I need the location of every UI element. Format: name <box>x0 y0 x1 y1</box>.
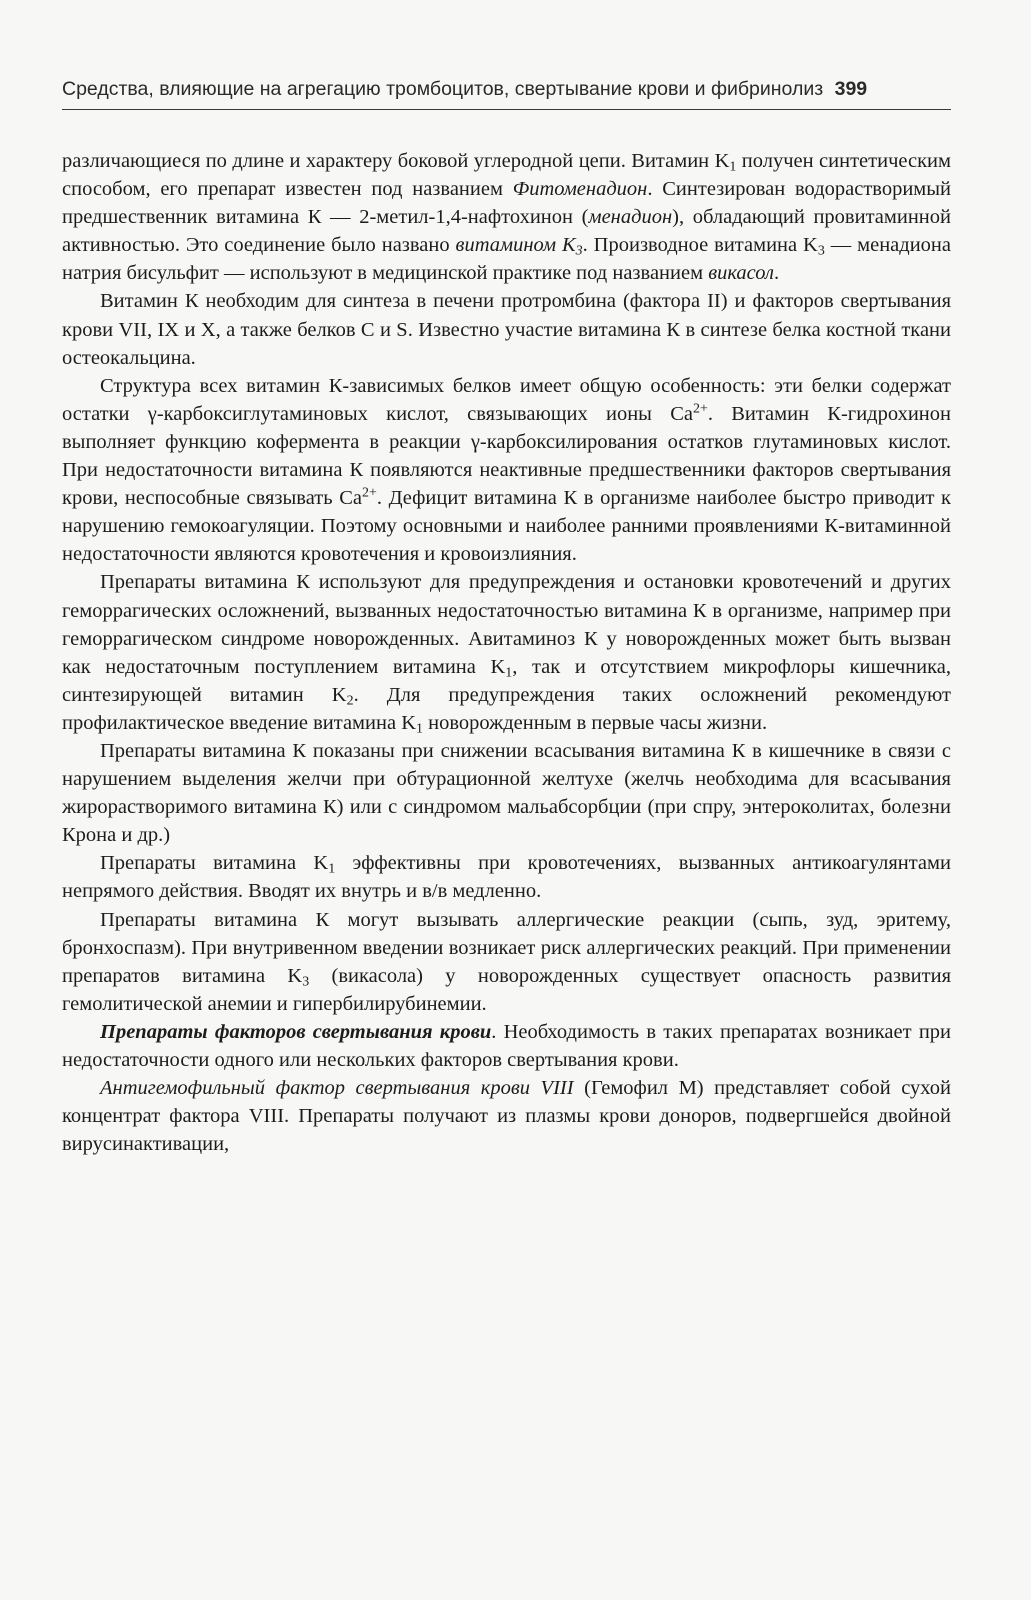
text-run: (Гемофил М) представляет собой сухой концентрат фактора VIII. Препараты получают из плазмы крови доноров, подвергшейся двойной вирусинактивации, <box>62 1077 951 1156</box>
text-run: — менадиона натрия бисульфит — используют в медицинской практике под названием <box>62 234 952 285</box>
subscript: 2 <box>346 693 354 709</box>
paragraph <box>62 906 951 1018</box>
text-run: различающиеся по длине и характеру боковой углеродной цепи. Витамин K <box>62 150 730 172</box>
paragraph <box>62 287 951 371</box>
text-run: . Необходимость в таких препаратах возникает при недостаточности одного или нескольких факторов свертывания крови. <box>62 1020 952 1071</box>
text-run: ), обладающий провитаминной активностью. Это соединение было названо <box>62 206 951 257</box>
text-run: . Дефицит витамина К в организме наиболее быстро приводит к нарушению гемокоагуляции. Поэтому основными и наиболее ранними проявлениями К-витаминной недостаточности являются кровотечения и кровоизлияния. <box>62 487 951 566</box>
subscript: 3 <box>302 974 310 990</box>
paragraph <box>62 372 951 569</box>
text-run: получен синтетическим способом, его препарат известен под названием <box>62 150 951 201</box>
text-run: Структура всех витамин К-зависимых белков имеет общую особенность: эти белки содержат остатки γ-карбоксиглутаминовых кислот, связывающих ионы Ca <box>62 374 951 425</box>
paragraph <box>62 737 951 849</box>
paragraph <box>62 1018 951 1074</box>
paragraph <box>62 849 951 905</box>
page-number: 399 <box>834 78 868 100</box>
text-run: новорожденным в первые часы жизни. <box>422 711 768 734</box>
subscript: 1 <box>328 861 336 877</box>
text-run: . Синтезирован водорастворимый предшественник витамина К — 2-метил-1,4-нафтохинон ( <box>62 178 952 229</box>
paragraph <box>62 1074 951 1158</box>
subscript: 3 <box>575 243 583 259</box>
emphasis-text: Антигемофильный фактор свертывания крови VIII <box>100 1077 574 1100</box>
emphasis-text: Препараты факторов свертывания крови <box>100 1020 492 1043</box>
text-run: Препараты витамина К используют для предупреждения и остановки кровотечений и других геморрагических осложнений, вызванных недостаточностью витамина К в организме, например при геморрагическом синдроме новорожденных. Авитаминоз К у новорожденных может быть вызван как недостаточным поступлением витамина K <box>62 571 951 678</box>
subscript: 1 <box>729 159 737 175</box>
superscript: 2+ <box>361 485 377 501</box>
chapter-title: Средства, влияющие на агрегацию тромбоцитов, свертывание крови и фибринолиз <box>62 78 824 100</box>
text-run: . Производное витамина K <box>582 234 818 257</box>
text-run: Препараты витамина K <box>100 852 329 875</box>
emphasis-text: Фитоменадион <box>512 178 648 201</box>
subscript: 3 <box>817 243 825 259</box>
superscript: 2+ <box>692 401 708 417</box>
emphasis-text: менадион <box>588 206 673 229</box>
text-run: . Витамин К-гидрохинон выполняет функцию кофермента в реакции γ-карбоксилирования остатков глутаминовых кислот. При недостаточности витамина К появляются неактивные предшественники факторов свертывания крови, неспособные связывать Ca <box>62 402 952 510</box>
subscript: 1 <box>416 721 423 737</box>
text-run: Витамин К необходим для синтеза в печени протромбина (фактора II) и факторов свертывания крови VII, IX и X, а также белков С и S. Известно участие витамина К в синтезе белка костной ткани остеокальцина. <box>62 290 951 369</box>
emphasis-text: викасол <box>708 262 774 285</box>
text-run: . Для предупреждения таких осложнений рекомендуют профилактическое введение витамина K <box>62 683 951 734</box>
paragraph <box>62 568 951 737</box>
emphasis-text: витамином K <box>455 234 576 257</box>
text-run: Препараты витамина К могут вызывать аллергические реакции (сыпь, зуд, эритему, бронхоспазм). При внутривенном введении возникает риск аллергических реакций. При применении препаратов витамина K <box>62 908 951 987</box>
body-text <box>62 147 951 1158</box>
paragraph <box>62 147 951 287</box>
text-run: . <box>773 262 780 285</box>
text-run: (викасола) у новорожденных существует опасность развития гемолитической анемии и гипербилирубинемии. <box>62 964 951 1015</box>
text-run: Препараты витамина К показаны при снижении всасывания витамина К в кишечнике в связи с нарушением выделения желчи при обтурационной желтухе (желчь необходима для всасывания жирорастворимого витамина К) или с синдромом мальабсорбции (при спру, энтероколитах, болезни Крона и др.) <box>62 739 951 847</box>
subscript: 1 <box>505 665 513 681</box>
header-rule <box>62 109 951 110</box>
text-run: эффективны при кровотечениях, вызванных антикоагулянтами непрямого действия. Вводят их внутрь и в/в медленно. <box>62 852 951 903</box>
text-run: , так и отсутствием микрофлоры кишечника, синтезирующей витамин K <box>62 655 951 706</box>
running-header <box>62 78 951 100</box>
